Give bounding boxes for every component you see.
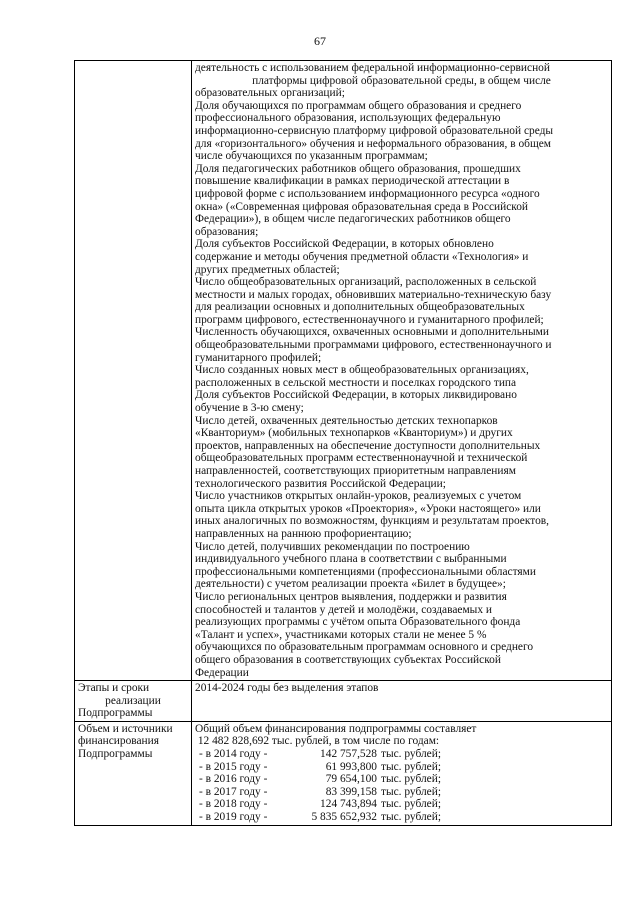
page-number: 67	[314, 34, 326, 48]
indicator-line: для реализации основных и дополнительных общеобразовательных	[195, 301, 525, 314]
financing-unit: тыс. рублей;	[381, 785, 441, 798]
indicator-line: Число региональных центров выявления, поддержки и развития	[195, 590, 507, 603]
indicator-line: цифровой форме с использованием информационного ресурса «одного	[195, 187, 540, 200]
indicator-line: образования;	[195, 225, 259, 238]
financing-year-row	[195, 773, 608, 786]
financing-year-row	[195, 761, 608, 774]
indicator-line: информационно-сервисную платформу цифровой образовательной среды	[195, 124, 554, 137]
indicator-line: Доля субъектов Российской Федерации, в которых ликвидировано	[195, 389, 517, 402]
indicator-line: деятельность с использованием федеральной информационно-сервисной	[195, 62, 550, 74]
financing-year: - в 2017 году -	[199, 785, 268, 798]
indicator-line: «Талант и успех», участниками которых стали не менее 5 %	[195, 628, 487, 641]
indicator-line: Число детей, охваченных деятельностью детских технопарков	[195, 414, 498, 427]
indicator-line: Доля обучающихся по программам общего образования и среднего	[195, 99, 522, 112]
financing-year: - в 2019 году -	[199, 811, 268, 824]
indicator-line: Федерации	[195, 666, 249, 679]
stages-value-cell	[192, 681, 612, 722]
indicators-text	[195, 62, 608, 679]
indicator-line: гуманитарного профилей;	[195, 351, 322, 364]
subprogram-passport-table	[74, 60, 612, 826]
financing-total: 12 482 828,692 тыс. рублей, в том числе по годам:	[195, 735, 440, 748]
indicator-line: образовательных организаций;	[195, 87, 345, 100]
financing-amount: 5 835 652,932	[311, 811, 377, 824]
indicator-line: программ цифрового, естественнонаучного и гуманитарного профилей;	[195, 313, 544, 326]
indicator-line: числе обучающихся по указанным программам;	[195, 150, 428, 163]
financing-year-row	[195, 748, 608, 761]
indicators-row	[75, 61, 612, 681]
indicator-line: Доля педагогических работников общего образования, прошедших	[195, 162, 521, 175]
financing-amount: 61 993,800	[325, 760, 377, 773]
financing-amount: 124 743,894	[320, 798, 377, 811]
indicator-line: обучение в 3-ю смену;	[195, 402, 304, 415]
financing-row	[75, 721, 612, 825]
financing-intro: Общий объем финансирования подпрограммы составляет	[195, 722, 477, 735]
indicators-label-cell	[75, 61, 192, 681]
indicator-line: общего образования в соответствующих субъектах Российской	[195, 653, 501, 666]
indicator-line: Число участников открытых онлайн-уроков, реализуемых с учетом	[195, 490, 522, 503]
indicator-line: для «горизонтального» обучения и неформального образования, в общем	[195, 137, 551, 150]
financing-amount: 142 757,528	[320, 748, 377, 761]
stages-label-cell	[75, 681, 192, 722]
financing-unit: тыс. рублей;	[381, 760, 441, 773]
indicator-line: Федерации»), в общем числе педагогических работников общего	[195, 213, 511, 226]
financing-years-list	[195, 748, 608, 824]
indicator-line: Число общеобразовательных организаций, расположенных в сельской	[195, 276, 537, 289]
stages-label-line: Этапы и сроки	[78, 682, 150, 695]
financing-unit: тыс. рублей;	[381, 798, 441, 811]
indicator-line: содержание и методы обучения предметной области «Технология» и	[195, 250, 529, 263]
indicator-line: Доля субъектов Российской Федерации, в которых обновлено	[195, 238, 494, 251]
indicator-line: направленных на раннюю профориентацию;	[195, 527, 412, 540]
indicator-line: окна» («Современная цифровая образовательная среда в Российской	[195, 200, 528, 213]
indicator-line: опыта цикла открытых уроков «Проектория», «Уроки настоящего» или	[195, 502, 541, 515]
financing-year-row	[195, 798, 608, 811]
indicator-line: повышение квалификации в рамках периодической аттестации в	[195, 175, 510, 188]
indicator-line: профессионального образования, использующих федеральную	[195, 112, 501, 125]
indicator-line: «Кванториум» (мобильных технопарков «Кванториум») и других	[195, 427, 513, 440]
stages-value: 2014-2024 годы без выделения этапов	[195, 682, 379, 695]
financing-value-cell	[192, 721, 612, 825]
indicator-line: профессиональными компетенциями (профессиональными областями	[195, 565, 536, 578]
financing-label-line: финансирования	[78, 735, 159, 748]
financing-amount: 79 654,100	[325, 773, 377, 786]
financing-unit: тыс. рублей;	[381, 748, 441, 761]
financing-label-line: Объем и источники	[78, 722, 173, 735]
indicator-line: индивидуального учебного плана в соответствии с выбранными	[195, 553, 507, 566]
indicator-line: местности и малых городах, обновивших материально-техническую базу	[195, 288, 552, 301]
indicator-line: Число детей, получивших рекомендации по построению	[195, 540, 470, 553]
financing-year-row	[195, 811, 608, 824]
indicator-line: технологического развития Российской Федерации;	[195, 477, 446, 490]
indicator-line: проектов, направленных на обеспечение доступности дополнительных	[195, 439, 541, 452]
indicator-line: деятельности) с учетом реализации проекта «Билет в будущее»;	[195, 578, 506, 591]
indicator-line: обучающихся по образовательным программам основного и среднего	[195, 641, 534, 654]
indicator-line: общеобразовательными программами цифрового, естественнонаучного и	[195, 339, 552, 352]
indicator-line: платформы цифровой образовательной среды, в общем числе	[252, 74, 551, 87]
stages-label-line: реализации	[105, 694, 161, 707]
financing-year: - в 2014 году -	[199, 748, 268, 761]
financing-year: - в 2015 году -	[199, 760, 268, 773]
financing-amount: 83 399,158	[325, 785, 377, 798]
indicator-line: иных аналогичных по возможностям, функциям и результатам проектов,	[195, 515, 549, 528]
financing-year-row	[195, 786, 608, 799]
indicator-line: направленностей, соответствующих приоритетным направлениям	[195, 465, 516, 477]
financing-year: - в 2016 году -	[199, 773, 268, 786]
financing-label-cell	[75, 721, 192, 825]
stages-row	[75, 681, 612, 722]
indicators-value-cell	[192, 61, 612, 681]
indicator-line: реализующих программы с учётом опыта Образовательного фонда	[195, 616, 521, 629]
financing-label-line: Подпрограммы	[78, 748, 153, 761]
indicator-line: Число созданных новых мест в общеобразовательных организациях,	[195, 364, 529, 377]
indicator-line: общеобразовательных программ естественнонаучной и технической	[195, 452, 528, 465]
financing-unit: тыс. рублей;	[381, 811, 441, 824]
indicator-line: других предметных областей;	[195, 263, 340, 276]
indicator-line: способностей и талантов у детей и молодёжи, создаваемых и	[195, 603, 492, 616]
financing-year: - в 2018 году -	[199, 798, 268, 811]
stages-label-line: Подпрограммы	[78, 707, 153, 720]
financing-unit: тыс. рублей;	[381, 773, 441, 786]
indicator-line: Численность обучающихся, охваченных основными и дополнительными	[195, 326, 549, 339]
indicator-line: расположенных в сельской местности и поселках городского типа	[195, 376, 517, 389]
